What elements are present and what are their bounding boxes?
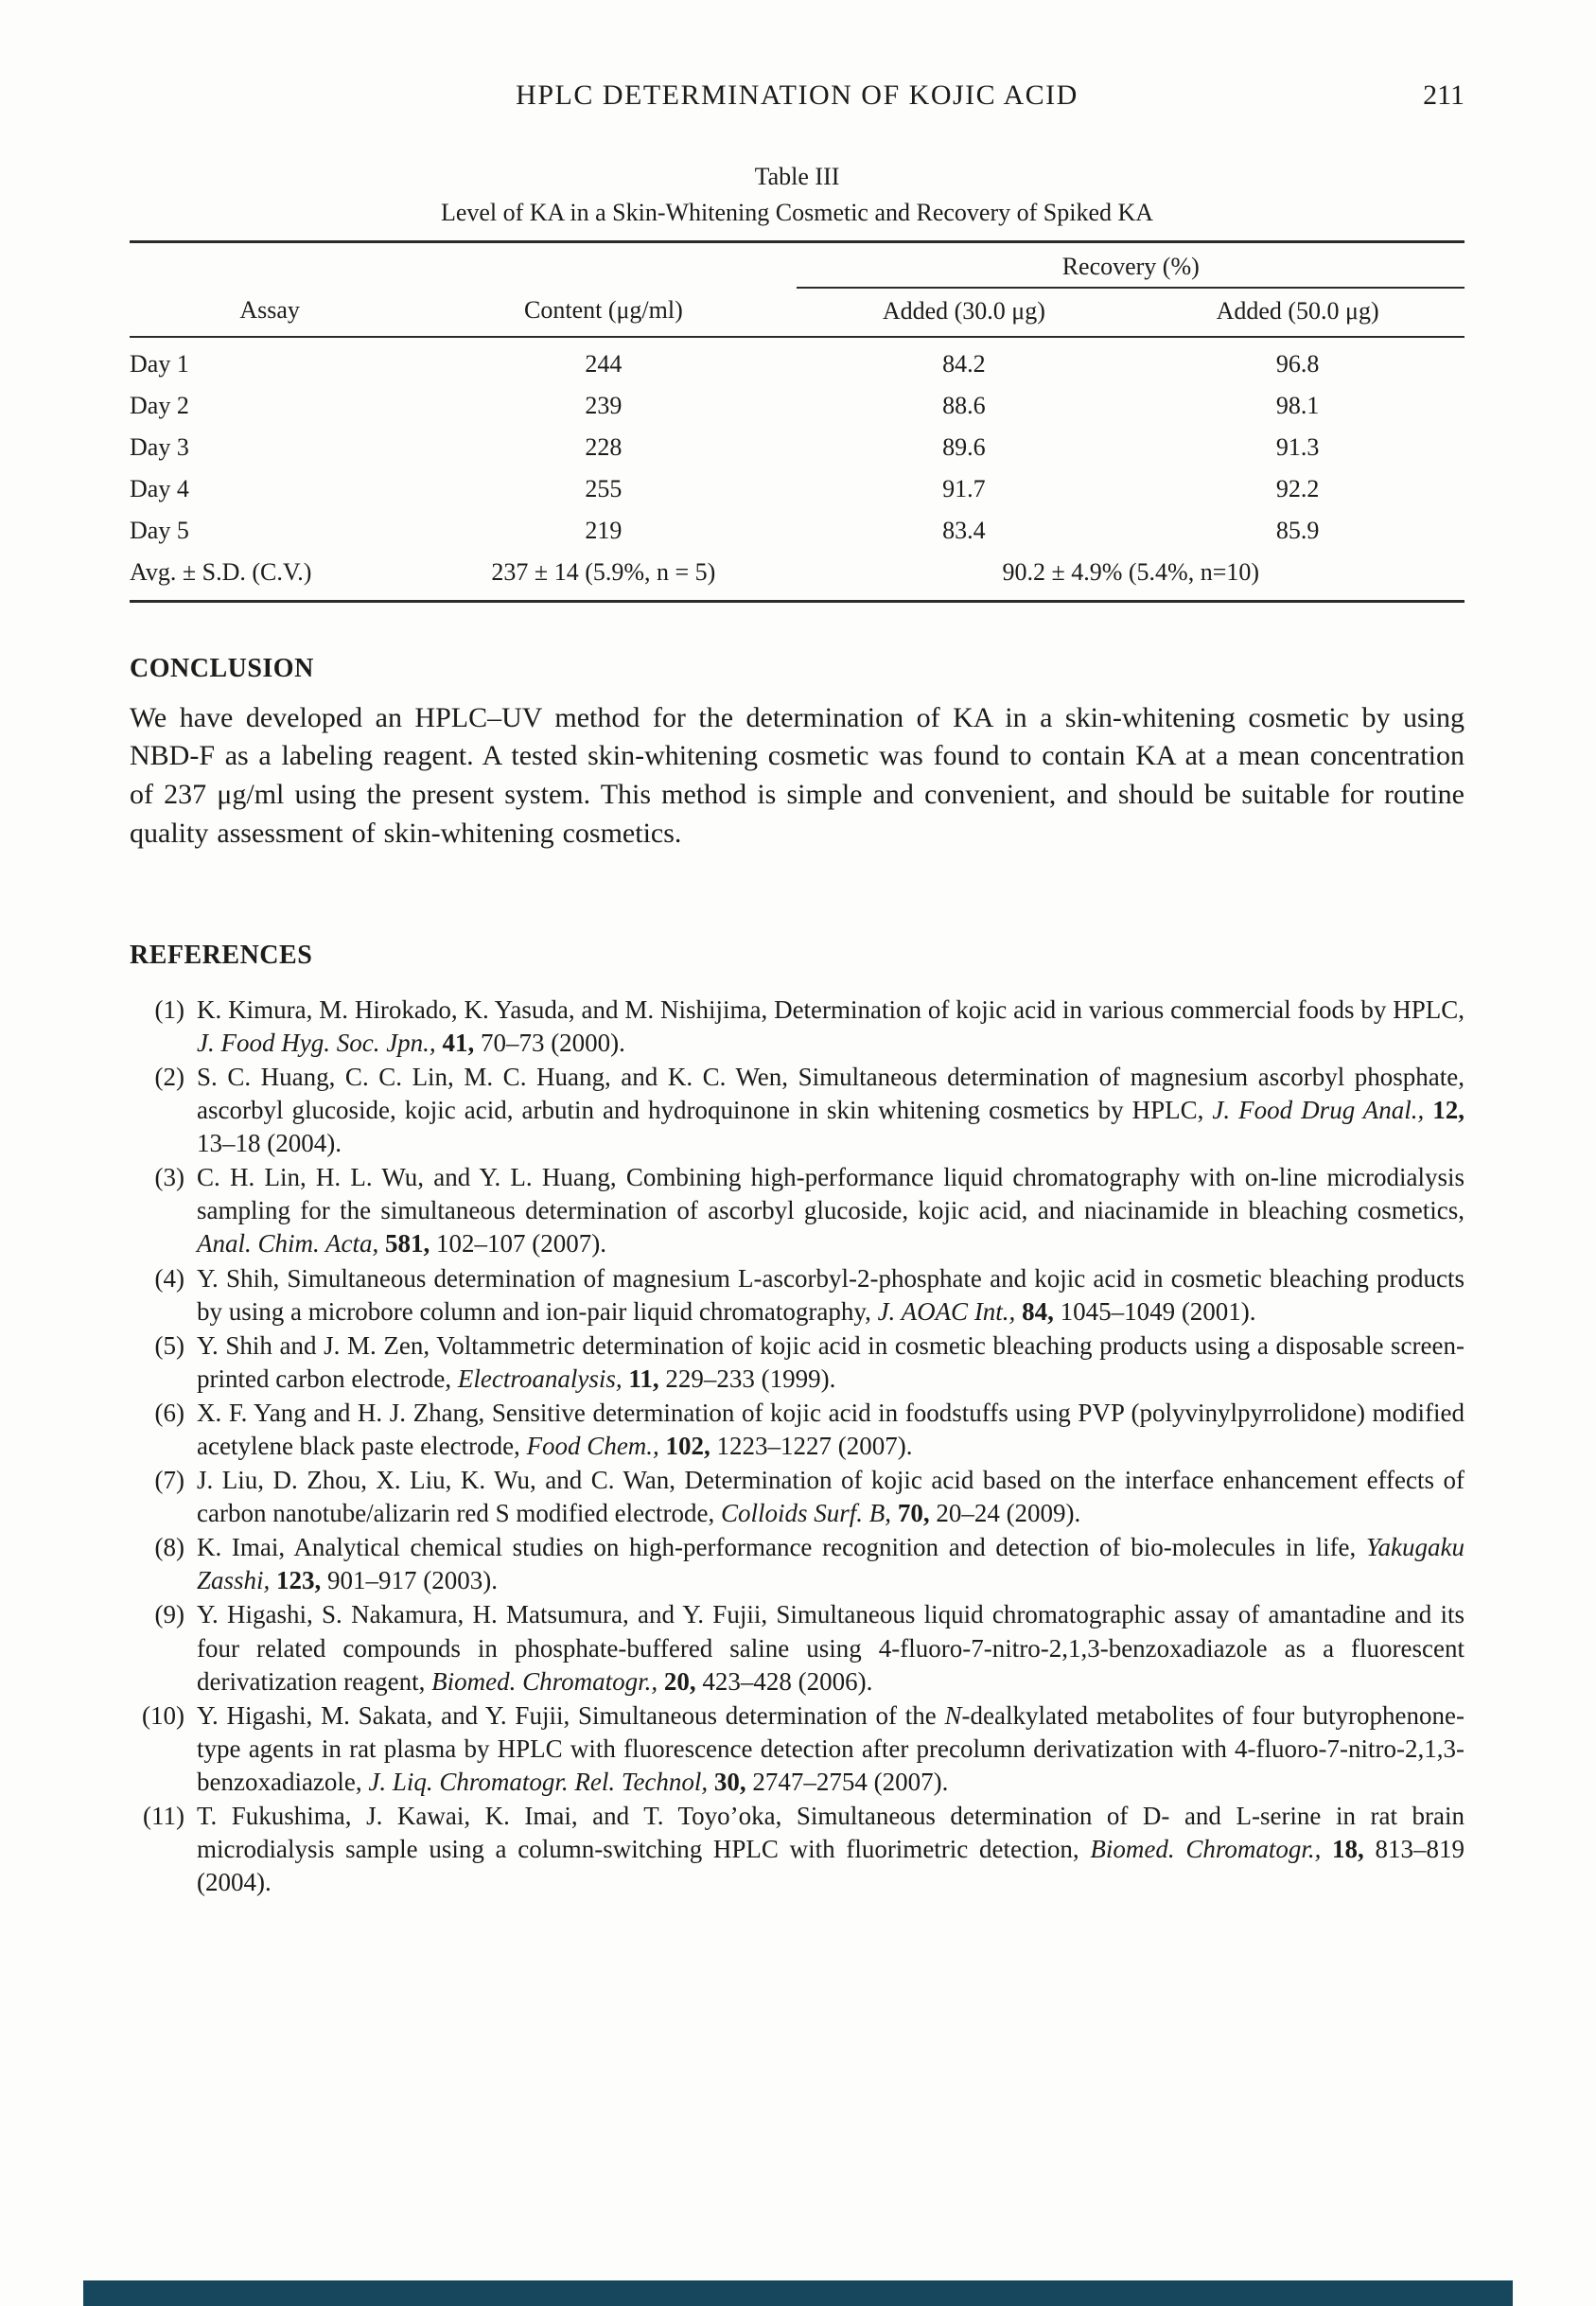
content-cell: 244 [585, 349, 623, 378]
running-head-title: HPLC DETERMINATION OF KOJIC ACID [516, 79, 1079, 111]
assay-cell: Day 4 [130, 474, 189, 502]
summary-content-cell: 237 ± 14 (5.9%, n = 5) [491, 557, 716, 586]
conclusion-paragraph: We have developed an HPLC–UV method for the determination of KA in a skin-whitening cosmetic by using NBD-F as a labeling reagent. A tested skin-whitening cosmetic was found to contain KA at a mean concentration of 237 μg/ml using the present system. This method is simple and convenient, and should be suitable for routine quality assessment of skin-whitening cosmetics. [130, 701, 1464, 849]
reference-text: K. Kimura, M. Hirokado, K. Yasuda, and M. Nishijima, Determination of kojic acid in various commercial foods by HPLC, J. Food Hyg. Soc. Jpn., 41, 70–73 (2000). [197, 995, 1464, 1057]
summary-recovery-cell: 90.2 ± 4.9% (5.4%, n=10) [1002, 557, 1260, 586]
reference-item [130, 994, 1464, 1060]
reference-item [130, 1531, 1464, 1597]
reference-number: (11) [143, 1802, 184, 1831]
reference-number: (2) [154, 1062, 184, 1091]
reference-item [130, 1397, 1464, 1463]
table-row [130, 468, 1464, 510]
reference-list [130, 994, 1464, 1900]
added50-cell: 98.1 [1275, 391, 1320, 419]
column-header-assay: Assay [130, 288, 410, 337]
reference-text: Y. Shih, Simultaneous determination of magnesium L-ascorbyl-2-phosphate and kojic acid in cosmetic bleaching products by using a microbore column and ion-pair liquid chromatography, J. AOAC Int., 84, 1045–1049 (2001). [197, 1263, 1464, 1326]
reference-item [130, 1598, 1464, 1698]
results-table [130, 240, 1464, 603]
table-row [130, 385, 1464, 427]
table-label: Table III [754, 163, 840, 190]
reference-number: (4) [154, 1263, 184, 1293]
references-section [130, 941, 1464, 1900]
content-cell: 228 [585, 432, 623, 461]
column-header-added30: Added (30.0 μg) [797, 288, 1131, 337]
content-cell: 255 [585, 474, 623, 502]
table-row [130, 510, 1464, 552]
added30-cell: 88.6 [942, 391, 986, 419]
added50-cell: 92.2 [1275, 474, 1320, 502]
references-heading: REFERENCES [130, 940, 313, 970]
added30-cell: 91.7 [942, 474, 986, 502]
reference-number: (9) [154, 1600, 184, 1629]
table-body [130, 337, 1464, 602]
reference-number: (6) [154, 1398, 184, 1427]
reference-text: Y. Higashi, M. Sakata, and Y. Fujii, Simultaneous determination of the N-dealkylated metabolites of four butyrophenone-type agents in rat plasma by HPLC with fluorescence detection after precolumn derivatization with 4-fluoro-7-nitro-2,1,3-benzoxadiazole, J. Liq. Chromatogr. Rel. Technol, 30, 2747–2754 (2007). [197, 1700, 1464, 1796]
reference-number: (8) [154, 1533, 184, 1562]
reference-item [130, 1329, 1464, 1396]
reference-number: (10) [142, 1700, 184, 1730]
table-spacer-cell [130, 241, 410, 288]
reference-text: S. C. Huang, C. C. Lin, M. C. Huang, and K. C. Wen, Simultaneous determination of magnesium ascorbyl phosphate, ascorbyl glucoside, kojic acid, arbutin and hydroquinone in skin whitening cosmetics by HPLC, J. Food Drug Anal., 12, 13–18 (2004). [197, 1062, 1464, 1158]
reference-text: K. Imai, Analytical chemical studies on high-performance recognition and detection of bio-molecules in life, Yakugaku Zasshi, 123, 901–917 (2003). [197, 1533, 1464, 1595]
reference-text: T. Fukushima, J. Kawai, K. Imai, and T. Toyo’oka, Simultaneous determination of D- and L-serine in rat brain microdialysis sample using a column-switching HPLC with fluorimetric detection, Biomed. Chromatogr., 18, 813–819 (2004). [197, 1802, 1464, 1897]
table-summary-row [130, 552, 1464, 602]
table-row [130, 427, 1464, 468]
conclusion-heading: CONCLUSION [130, 653, 314, 683]
reference-number: (5) [154, 1330, 184, 1360]
reference-text: C. H. Lin, H. L. Wu, and Y. L. Huang, Combining high-performance liquid chromatography with on-line microdialysis sampling for the simultaneous determination of ascorbyl glucoside, kojic acid, and niacinamide in bleaching cosmetics, Anal. Chim. Acta, 581, 102–107 (2007). [197, 1163, 1464, 1259]
reference-item [130, 1464, 1464, 1530]
added30-cell: 83.4 [942, 516, 986, 544]
reference-item [130, 1061, 1464, 1160]
assay-cell: Day 1 [130, 349, 189, 378]
reference-number: (1) [154, 995, 184, 1024]
column-header-added50: Added (50.0 μg) [1131, 288, 1464, 337]
reference-item [130, 1161, 1464, 1260]
table-row [130, 337, 1464, 385]
reference-number: (3) [154, 1163, 184, 1192]
table-spacer-cell [410, 241, 797, 288]
added30-cell: 89.6 [942, 432, 986, 461]
added30-cell: 84.2 [942, 349, 986, 378]
recovery-header-row [130, 241, 1464, 288]
reference-text: Y. Higashi, S. Nakamura, H. Matsumura, and Y. Fujii, Simultaneous liquid chromatographic assay of amantadine and its four related compounds in phosphate-buffered saline using 4-fluoro-7-nitro-2,1,3-benzoxadiazole as a fluorescent derivatization reagent, Biomed. Chromatogr., 20, 423–428 (2006). [197, 1600, 1464, 1696]
column-header-row [130, 288, 1464, 337]
reference-item [130, 1800, 1464, 1899]
reference-text: X. F. Yang and H. J. Zhang, Sensitive determination of kojic acid in foodstuffs using PVP (polyvinylpyrrolidone) modified acetylene black paste electrode, Food Chem., 102, 1223–1227 (2007). [197, 1398, 1464, 1460]
assay-cell: Day 5 [130, 516, 189, 544]
reference-text: Y. Shih and J. M. Zen, Voltammetric determination of kojic acid in cosmetic bleaching products using a disposable screen-printed carbon electrode, Electroanalysis, 11, 229–233 (1999). [197, 1330, 1464, 1393]
reference-item [130, 1262, 1464, 1329]
table-section [130, 161, 1464, 603]
assay-cell: Day 2 [130, 391, 189, 419]
summary-assay-cell: Avg. ± S.D. (C.V.) [130, 557, 312, 586]
content-cell: 219 [585, 516, 623, 544]
reference-item [130, 1699, 1464, 1799]
added50-cell: 85.9 [1275, 516, 1320, 544]
column-header-content: Content (μg/ml) [410, 288, 797, 337]
conclusion-section [130, 654, 1464, 854]
assay-cell: Day 3 [130, 432, 189, 461]
content-cell: 239 [585, 391, 623, 419]
added50-cell: 91.3 [1275, 432, 1320, 461]
table-caption: Level of KA in a Skin-Whitening Cosmetic and Recovery of Spiked KA [440, 198, 1154, 226]
reference-number: (7) [154, 1466, 184, 1495]
page-number: 211 [1423, 79, 1464, 111]
bottom-bar [83, 2280, 1513, 2306]
page-header [130, 79, 1464, 117]
recovery-span-header: Recovery (%) [797, 241, 1464, 288]
reference-text: J. Liu, D. Zhou, X. Liu, K. Wu, and C. Wan, Determination of kojic acid based on the interface enhancement effects of carbon nanotube/alizarin red S modified electrode, Colloids Surf. B, 70, 20–24 (2009). [197, 1466, 1464, 1528]
added50-cell: 96.8 [1275, 349, 1320, 378]
